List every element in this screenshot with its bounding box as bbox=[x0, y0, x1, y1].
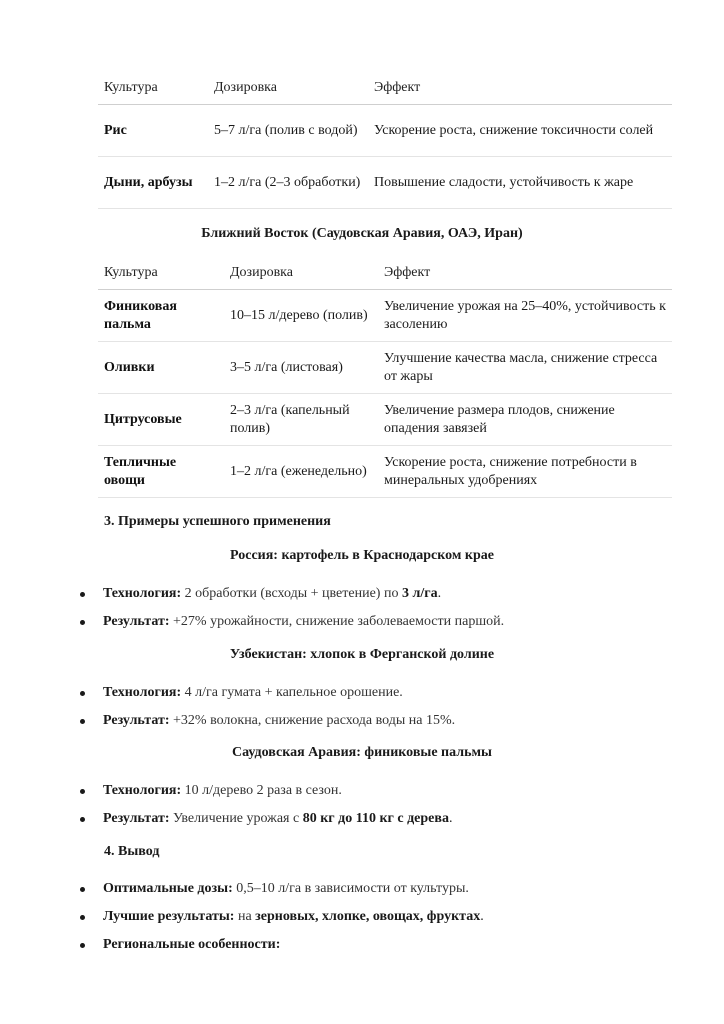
dose-cell: 5–7 л/га (полив с водой) bbox=[208, 105, 368, 157]
list-item bbox=[80, 580, 504, 608]
item-end: . bbox=[480, 909, 484, 924]
dose-cell: 2–3 л/га (капельный полив) bbox=[224, 394, 378, 446]
item-text: 0,5–10 л/га в зависимости от культуры. bbox=[236, 881, 469, 896]
table-row bbox=[98, 105, 672, 157]
dose-cell: 10–15 л/дерево (полив) bbox=[224, 290, 378, 342]
conclusion-list bbox=[80, 875, 484, 959]
col-header-crop: Культура bbox=[98, 257, 224, 290]
effect-cell: Улучшение качества масла, снижение стресса от жары bbox=[378, 342, 672, 394]
item-label: Результат: bbox=[103, 614, 170, 629]
list-item bbox=[80, 777, 452, 805]
section-3-title: 3. Примеры успешного применения bbox=[104, 514, 331, 529]
list-item bbox=[80, 608, 504, 636]
crop-cell: Оливки bbox=[98, 342, 224, 394]
table-row bbox=[98, 394, 672, 446]
dose-cell: 1–2 л/га (еженедельно) bbox=[224, 446, 378, 498]
item-text: 4 л/га гумата + капельное орошение. bbox=[184, 685, 403, 700]
bullet-icon bbox=[80, 817, 85, 822]
effect-cell: Повышение сладости, устойчивость к жаре bbox=[368, 157, 672, 209]
effect-cell: Увеличение урожая на 25–40%, устойчивость к засолению bbox=[378, 290, 672, 342]
item-bold: 80 кг до 110 кг с дерева bbox=[302, 811, 449, 826]
effect-cell: Ускорение роста, снижение токсичности солей bbox=[368, 105, 672, 157]
list-item bbox=[80, 707, 455, 735]
case-russia-list bbox=[80, 580, 504, 636]
bullet-icon bbox=[80, 592, 85, 597]
effect-cell: Ускорение роста, снижение потребности в минеральных удобрениях bbox=[378, 446, 672, 498]
col-header-effect: Эффект bbox=[378, 257, 672, 290]
item-text: Увеличение урожая с bbox=[173, 811, 300, 826]
bullet-icon bbox=[80, 620, 85, 625]
item-text: +27% урожайности, снижение заболеваемости паршой. bbox=[173, 614, 505, 629]
crop-cell: Цитрусовые bbox=[98, 394, 224, 446]
list-item bbox=[80, 875, 484, 903]
col-header-effect: Эффект bbox=[368, 72, 672, 105]
item-label: Лучшие результаты: bbox=[103, 909, 235, 924]
item-end: . bbox=[448, 811, 453, 826]
list-item bbox=[80, 805, 452, 833]
crops-table-middle-east bbox=[98, 257, 672, 498]
crop-cell: Рис bbox=[98, 105, 208, 157]
effect-cell: Увеличение размера плодов, снижение опадения завязей bbox=[378, 394, 672, 446]
case-saudi-list bbox=[80, 777, 452, 833]
item-label: Технология: bbox=[103, 586, 182, 601]
case-saudi-title: Саудовская Аравия: финиковые пальмы bbox=[232, 745, 492, 760]
col-header-dose: Дозировка bbox=[208, 72, 368, 105]
bullet-icon bbox=[80, 691, 85, 696]
item-label: Региональные особенности: bbox=[103, 937, 281, 952]
crop-cell: Дыни, арбузы bbox=[98, 157, 208, 209]
dose-cell: 3–5 л/га (листовая) bbox=[224, 342, 378, 394]
item-bold: 3 л/га bbox=[401, 586, 438, 601]
middle-east-heading: Ближний Восток (Саудовская Аравия, ОАЭ, Иран) bbox=[201, 226, 523, 241]
bullet-icon bbox=[80, 915, 85, 920]
item-text: 10 л/дерево 2 раза в сезон. bbox=[184, 783, 342, 798]
item-label: Результат: bbox=[103, 713, 170, 728]
list-item bbox=[80, 931, 484, 959]
list-item bbox=[80, 679, 455, 707]
item-label: Результат: bbox=[103, 811, 170, 826]
item-bold: зерновых, хлопке, овощах, фруктах bbox=[255, 909, 481, 924]
bullet-icon bbox=[80, 887, 85, 892]
col-header-dose: Дозировка bbox=[224, 257, 378, 290]
bullet-icon bbox=[80, 943, 85, 948]
section-4-title: 4. Вывод bbox=[104, 844, 160, 859]
item-text: на bbox=[237, 909, 252, 924]
dose-cell: 1–2 л/га (2–3 обработки) bbox=[208, 157, 368, 209]
crops-table-1 bbox=[98, 72, 672, 209]
case-russia-title: Россия: картофель в Краснодарском крае bbox=[230, 548, 494, 563]
bullet-icon bbox=[80, 719, 85, 724]
table-row bbox=[98, 290, 672, 342]
item-end: . bbox=[437, 586, 442, 601]
table-row bbox=[98, 342, 672, 394]
item-text: 2 обработки (всходы + цветение) по bbox=[184, 586, 399, 601]
table-row bbox=[98, 157, 672, 209]
table-header-row bbox=[98, 257, 672, 290]
case-uzbekistan-list bbox=[80, 679, 455, 735]
item-label: Технология: bbox=[103, 783, 182, 798]
crop-cell: Тепличные овощи bbox=[98, 446, 224, 498]
table-header-row bbox=[98, 72, 672, 105]
list-item bbox=[80, 903, 484, 931]
table-row bbox=[98, 446, 672, 498]
col-header-crop: Культура bbox=[98, 72, 208, 105]
bullet-icon bbox=[80, 789, 85, 794]
case-uzbekistan-title: Узбекистан: хлопок в Ферганской долине bbox=[229, 647, 495, 662]
item-label: Оптимальные дозы: bbox=[103, 881, 233, 896]
item-text: +32% волокна, снижение расхода воды на 15%. bbox=[173, 713, 456, 728]
crop-cell: Финиковая пальма bbox=[98, 290, 224, 342]
item-label: Технология: bbox=[103, 685, 182, 700]
